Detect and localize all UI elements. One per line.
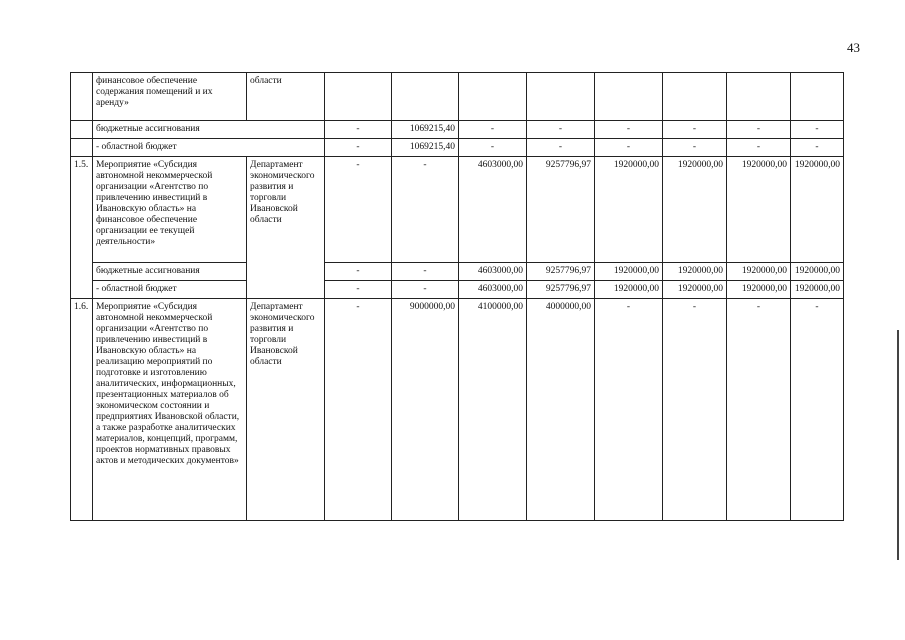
value-cell: 9257796,97: [527, 281, 595, 299]
value-cell: 1920000,00: [727, 157, 791, 263]
value-cell: -: [392, 157, 459, 263]
table-row: [71, 281, 844, 299]
value-cell: -: [791, 121, 844, 139]
value-cell: 9257796,97: [527, 157, 595, 263]
value-cell: 1920000,00: [663, 157, 727, 263]
value-cell: 1920000,00: [595, 263, 663, 281]
funding-label: - областной бюджет: [93, 139, 325, 157]
value-cell: 9000000,00: [392, 299, 459, 521]
value-cell: 1920000,00: [791, 157, 844, 263]
value-cell: -: [791, 139, 844, 157]
value-cell: -: [325, 281, 392, 299]
value-cell: 1920000,00: [595, 281, 663, 299]
value-cell: 1920000,00: [663, 263, 727, 281]
measure-name: Мероприятие «Субсидия автономной некоммерческой организации «Агентство по привлечению инвестиций в Ивановскую область» на финансовое обеспечение организации ее текущей деятельности»: [93, 157, 247, 263]
value-cell: -: [459, 139, 527, 157]
row-number: [71, 73, 93, 121]
budget-table: [70, 72, 844, 521]
value-cell: 1920000,00: [727, 281, 791, 299]
value-cell: 4100000,00: [459, 299, 527, 521]
table-row: [71, 157, 844, 263]
value-cell: 4603000,00: [459, 263, 527, 281]
executor: Департамент экономического развития и торговли Ивановской области: [247, 299, 325, 521]
row-number: 1.6.: [71, 299, 93, 521]
value-cell: 1920000,00: [663, 281, 727, 299]
executor: области: [247, 73, 325, 121]
table-row: [71, 121, 844, 139]
table-row: [71, 299, 844, 521]
value-cell: -: [325, 139, 392, 157]
value-cell: -: [392, 281, 459, 299]
value-cell: 4603000,00: [459, 281, 527, 299]
funding-label: бюджетные ассигнования: [93, 263, 247, 281]
value-cell: -: [325, 157, 392, 263]
row-number: 1.5.: [71, 157, 93, 299]
scan-edge-mark: [897, 330, 899, 560]
page-number: 43: [847, 40, 860, 55]
value-cell: 4603000,00: [459, 157, 527, 263]
value-cell: -: [459, 121, 527, 139]
measure-name: финансовое обеспечение содержания помещений и их аренду»: [93, 73, 247, 121]
table-row: [71, 139, 844, 157]
value-cell: -: [727, 139, 791, 157]
value-cell: -: [325, 263, 392, 281]
value-cell: -: [325, 299, 392, 521]
value-cell: 1069215,40: [392, 139, 459, 157]
value-cell: -: [663, 299, 727, 521]
funding-label: бюджетные ассигнования: [93, 121, 325, 139]
value-cell: -: [527, 121, 595, 139]
value-cell: -: [392, 263, 459, 281]
value-cell: 1920000,00: [791, 263, 844, 281]
value-cell: -: [727, 121, 791, 139]
table-row: [71, 263, 844, 281]
value-cell: -: [595, 121, 663, 139]
value-cell: 9257796,97: [527, 263, 595, 281]
value-cell: -: [325, 121, 392, 139]
funding-label: - областной бюджет: [93, 281, 247, 299]
value-cell: -: [791, 299, 844, 521]
value-cell: -: [727, 299, 791, 521]
executor: Департамент экономического развития и торговли Ивановской области: [247, 157, 325, 299]
measure-name: Мероприятие «Субсидия автономной некоммерческой организации «Агентство по привлечению инвестиций в Ивановскую область» на реализацию мероприятий по подготовке и изготовлению аналитических, информационных, презентационных материалов об экономическом состоянии и предприятиях Ивановской области, а также разработке аналитических материалов, концепций, программ, проектов нормативных правовых актов и методических документов»: [93, 299, 247, 521]
value-cell: 4000000,00: [527, 299, 595, 521]
value-cell: -: [595, 299, 663, 521]
table-row: [71, 73, 844, 121]
value-cell: -: [595, 139, 663, 157]
value-cell: -: [527, 139, 595, 157]
value-cell: 1920000,00: [727, 263, 791, 281]
value-cell: 1069215,40: [392, 121, 459, 139]
value-cell: 1920000,00: [595, 157, 663, 263]
value-cell: -: [663, 121, 727, 139]
value-cell: 1920000,00: [791, 281, 844, 299]
value-cell: -: [663, 139, 727, 157]
